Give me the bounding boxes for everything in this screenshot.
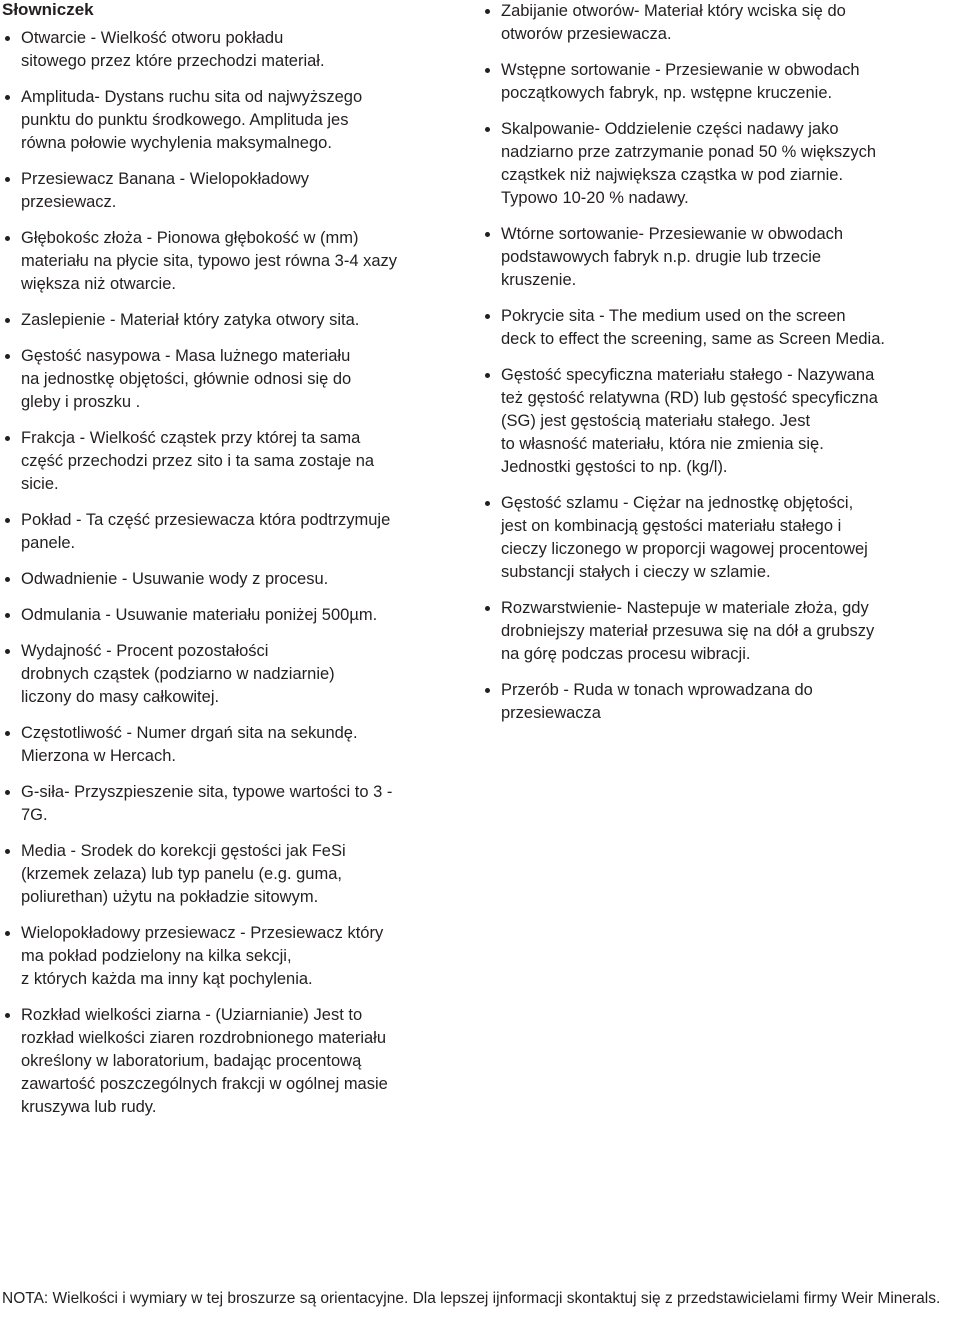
glossary-entry: Wydajność - Procent pozostałości drobnych cząstek (podziarno w nadziarnie) liczony do masy całkowitej. <box>0 640 450 709</box>
glossary-entry: Odmulania - Usuwanie materiału poniżej 500µm. <box>0 604 450 627</box>
glossary-entry: Pokład - Ta część przesiewacza która podtrzymuje panele. <box>0 509 450 555</box>
glossary-entry: Częstotliwość - Numer drgań sita na sekundę. Mierzona w Hercach. <box>0 722 450 768</box>
glossary-entry: Rozwarstwienie- Nastepuje w materiale złoża, gdy drobniejszy materiał przesuwa się na dół a grubszy na górę podczas procesu wibracji. <box>480 597 950 666</box>
glossary-entry: Rozkład wielkości ziarna - (Uziarnianie) Jest to rozkład wielkości ziaren rozdrobnionego materiału określony w laboratorium, badając procentową zawartość poszczególnych frakcji w ogólnej masie kruszywa lub rudy. <box>0 1004 450 1119</box>
glossary-list-right <box>480 0 950 738</box>
glossary-entry: Media - Srodek do korekcji gęstości jak FeSi (krzemek zelaza) lub typ panelu (e.g. guma, poliurethan) użytu na pokładzie sitowym. <box>0 840 450 909</box>
glossary-entry: Przerób - Ruda w tonach wprowadzana do przesiewacza <box>480 679 950 725</box>
glossary-title: Słowniczek <box>2 0 94 19</box>
glossary-entry: Głębokośc złoża - Pionowa głębokość w (mm) materiału na płycie sita, typowo jest równa 3-4 xazy większa niż otwarcie. <box>0 227 450 296</box>
footer-note: NOTA: Wielkości i wymiary w tej broszurze są orientacyjne. Dla lepszej ijnformacji skontaktuj się z przedstawicielami firmy Weir Minerals. <box>2 1290 941 1307</box>
glossary-entry: Otwarcie - Wielkość otworu pokładu sitowego przez które przechodzi materiał. <box>0 27 450 73</box>
glossary-entry: Gęstość szlamu - Ciężar na jednostkę objętości, jest on kombinacją gęstości materiału stałego i cieczy liczonego w proporcji wagowej procentowej substancji stałych i cieczy w szlamie. <box>480 492 950 584</box>
glossary-entry: Skalpowanie- Oddzielenie części nadawy jako nadziarno prze zatrzymanie ponad 50 % większych cząstkek niż największa cząstka w pod ziarnie. Typowo 10-20 % nadawy. <box>480 118 950 210</box>
glossary-entry: Wstępne sortowanie - Przesiewanie w obwodach początkowych fabryk, np. wstępne kruczenie. <box>480 59 950 105</box>
glossary-entry: G-siła- Przyszpieszenie sita, typowe wartości to 3 - 7G. <box>0 781 450 827</box>
glossary-entry: Wtórne sortowanie- Przesiewanie w obwodach podstawowych fabryk n.p. drugie lub trzecie kruszenie. <box>480 223 950 292</box>
glossary-entry: Przesiewacz Banana - Wielopokładowy przesiewacz. <box>0 168 450 214</box>
glossary-entry: Zabijanie otworów- Materiał który wciska się do otworów przesiewacza. <box>480 0 950 46</box>
glossary-entry: Pokrycie sita - The medium used on the screen deck to effect the screening, same as Screen Media. <box>480 305 950 351</box>
glossary-entry: Gęstość specyficzna materiału stałego - Nazywana też gęstość relatywna (RD) lub gęstość specyficzna (SG) jest gęstością materiału stałego. Jest to własność materiału, która nie zmienia się. Jednostki gęstości to np. (kg/l). <box>480 364 950 479</box>
glossary-entry: Frakcja - Wielkość cząstek przy której ta sama część przechodzi przez sito i ta sama zostaje na sicie. <box>0 427 450 496</box>
glossary-entry: Wielopokładowy przesiewacz - Przesiewacz który ma pokład podzielony na kilka sekcji, z których każda ma inny kąt pochylenia. <box>0 922 450 991</box>
glossary-entry: Amplituda- Dystans ruchu sita od najwyższego punktu do punktu środkowego. Amplituda jes równa połowie wychylenia maksymalnego. <box>0 86 450 155</box>
glossary-list-left <box>0 27 450 1132</box>
glossary-entry: Odwadnienie - Usuwanie wody z procesu. <box>0 568 450 591</box>
glossary-entry: Zaslepienie - Materiał który zatyka otwory sita. <box>0 309 450 332</box>
glossary-entry: Gęstość nasypowa - Masa lużnego materiału na jednostkę objętości, głównie odnosi się do gleby i proszku . <box>0 345 450 414</box>
